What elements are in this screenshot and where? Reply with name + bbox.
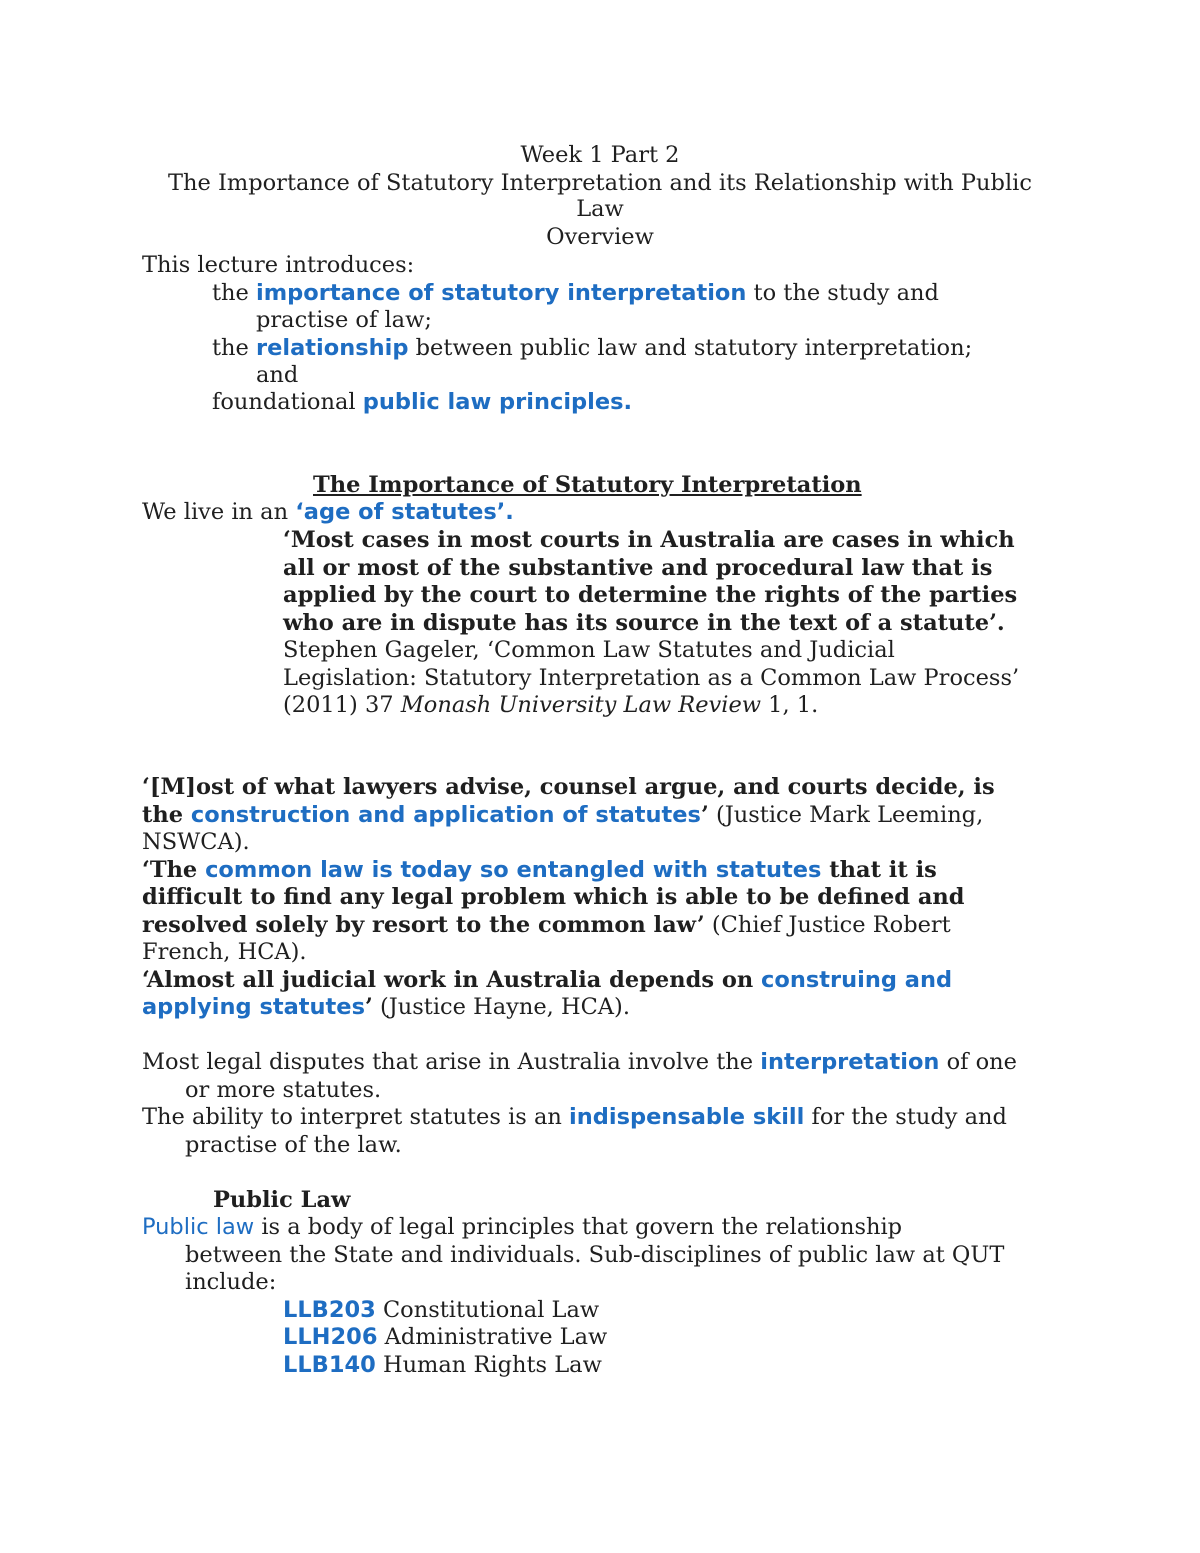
doc-subtitle-line-2: Law xyxy=(576,196,624,222)
doc-title: Week 1 Part 2 xyxy=(520,142,680,168)
unit-code: LLB140 xyxy=(283,1352,376,1378)
intro-bullet-2-cont: and xyxy=(256,362,299,388)
highlight-public-law: Public law xyxy=(142,1214,255,1240)
summary-para-1: Most legal disputes that arise in Australia involve the interpretation of one xyxy=(142,1049,1017,1075)
gageler-citation-line-3: (2011) 37 Monash University Law Review 1, 1. xyxy=(283,692,819,718)
public-law-def-line-1: Public law is a body of legal principles that govern the relationship xyxy=(142,1214,903,1240)
leeming-quote-line-1: ‘[M]ost of what lawyers advise, counsel argue, and courts decide, is xyxy=(142,774,995,800)
leeming-quote-line-2: the construction and application of statutes’ (Justice Mark Leeming, xyxy=(142,802,984,828)
highlight-importance: importance of statutory interpretation xyxy=(256,280,747,306)
doc-subtitle-line-1: The Importance of Statutory Interpretation and its Relationship with Public xyxy=(168,170,1032,196)
french-quote-line-1: ‘The common law is today so entangled with statutes that it is xyxy=(142,857,937,883)
unit-code: LLH206 xyxy=(283,1324,378,1350)
highlight-public-law-principles: public law principles. xyxy=(362,389,633,415)
french-quote-line-4: French, HCA). xyxy=(142,939,307,965)
highlight-construction-application: construction and application of statutes xyxy=(190,802,701,828)
intro-bullet-1: the importance of statutory interpretation to the study and xyxy=(212,280,939,306)
intro-bullet-3: foundational public law principles. xyxy=(212,389,633,415)
hayne-quote-line-2: applying statutes’ (Justice Hayne, HCA). xyxy=(142,994,630,1020)
summary-para-1-cont: or more statutes. xyxy=(185,1077,382,1103)
unit-item xyxy=(283,1297,599,1324)
unit-code: LLB203 xyxy=(283,1297,376,1323)
highlight-common-law-entangled: common law is today so entangled with statutes xyxy=(205,857,822,883)
public-law-def-line-2: between the State and individuals. Sub-disciplines of public law at QUT xyxy=(185,1242,1005,1268)
intro-lead: This lecture introduces: xyxy=(142,252,415,278)
gageler-citation-line-2: Legislation: Statutory Interpretation as a Common Law Process’ xyxy=(283,665,1020,691)
intro-bullet-2: the relationship between public law and statutory interpretation; xyxy=(212,335,973,361)
highlight-relationship: relationship xyxy=(256,335,409,361)
summary-para-2-cont: practise of the law. xyxy=(185,1132,402,1158)
highlight-indispensable-skill: indispensable skill xyxy=(569,1104,805,1130)
unit-name: Human Rights Law xyxy=(375,1352,602,1378)
unit-item xyxy=(283,1352,602,1379)
gageler-quote-line-1: ‘Most cases in most courts in Australia are cases in which xyxy=(283,527,1015,553)
section-heading-importance: The Importance of Statutory Interpretation xyxy=(313,472,862,498)
hayne-quote-line-1: ‘Almost all judicial work in Australia depends on construing and xyxy=(142,967,953,993)
journal-title: Monash University Law Review xyxy=(400,692,762,718)
gageler-citation-line-1: Stephen Gageler, ‘Common Law Statutes and Judicial xyxy=(283,637,895,663)
age-of-statutes-line: We live in an ‘age of statutes’. xyxy=(142,499,514,525)
gageler-quote-line-3: applied by the court to determine the rights of the parties xyxy=(283,582,1018,608)
unit-name: Constitutional Law xyxy=(375,1297,600,1323)
highlight-construing: construing and xyxy=(761,967,953,993)
unit-name: Administrative Law xyxy=(377,1324,608,1350)
public-law-def-line-3: include: xyxy=(185,1269,277,1295)
highlight-interpretation: interpretation xyxy=(760,1049,940,1075)
gageler-quote-line-4: who are in dispute has its source in the text of a statute’. xyxy=(283,610,1005,636)
gageler-quote-line-2: all or most of the substantive and procedural law that is xyxy=(283,555,993,581)
highlight-applying-statutes: applying statutes xyxy=(142,994,365,1020)
overview-heading: Overview xyxy=(546,224,654,250)
highlight-age-of-statutes: ‘age of statutes’. xyxy=(295,499,514,525)
french-quote-line-2: difficult to find any legal problem which is able to be defined and xyxy=(142,884,965,910)
summary-para-2: The ability to interpret statutes is an indispensable skill for the study and xyxy=(142,1104,1007,1130)
intro-bullet-1-cont: practise of law; xyxy=(256,307,432,333)
leeming-quote-line-3: NSWCA). xyxy=(142,829,250,855)
french-quote-line-3: resolved solely by resort to the common law’ (Chief Justice Robert xyxy=(142,912,951,938)
section-heading-public-law: Public Law xyxy=(213,1187,351,1213)
unit-item xyxy=(283,1324,607,1351)
